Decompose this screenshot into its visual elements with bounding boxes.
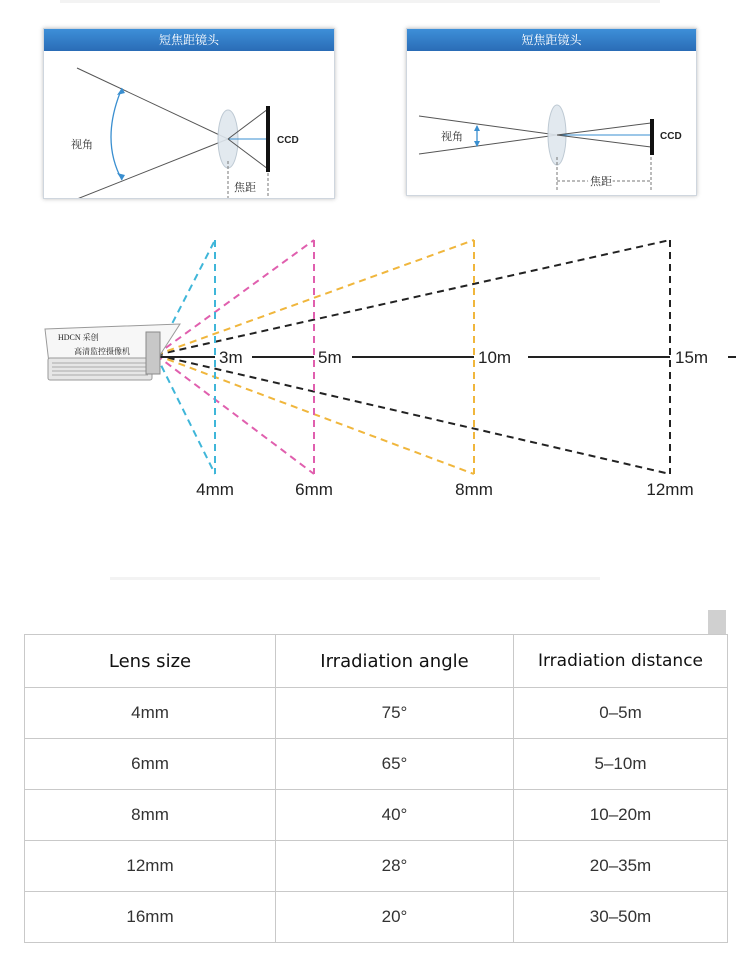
long-focal-label: 焦距 — [590, 175, 612, 188]
short-angle-label: 视角 — [71, 138, 93, 151]
angle-arc — [111, 88, 122, 180]
lens-label-4mm: 4mm — [196, 480, 234, 499]
cone-12mm-top — [156, 240, 670, 355]
cell-distance: 0–5m — [514, 688, 728, 739]
short-ccd-label: CCD — [277, 135, 299, 146]
cell-distance: 5–10m — [514, 739, 728, 790]
lens-label-12mm: 12mm — [646, 480, 694, 499]
cell-distance: 20–35m — [514, 841, 728, 892]
distance-label-15m: 15m — [675, 348, 709, 367]
lens-label-6mm: 6mm — [295, 480, 333, 499]
cell-lens-size: 16mm — [25, 892, 276, 943]
short-panel-title: 短焦距镜头 — [44, 29, 334, 51]
scrollbar-thumb[interactable] — [708, 610, 726, 634]
camera-illustration — [45, 324, 180, 380]
faint-top-line — [60, 0, 660, 3]
table-row — [25, 790, 728, 841]
ccd-sensor — [650, 119, 654, 155]
table-row — [25, 841, 728, 892]
lens-spec-table — [24, 634, 728, 943]
ccd-sensor — [266, 106, 270, 172]
view-line-bottom — [77, 139, 228, 198]
cell-angle: 20° — [276, 892, 514, 943]
arc-arrow-top — [474, 125, 480, 131]
table-row — [25, 688, 728, 739]
view-line-bottom — [419, 135, 557, 154]
short-focal-panel — [43, 28, 335, 199]
header-irradiation-angle: Irradiation angle — [276, 635, 514, 688]
header-lens-size: Lens size — [25, 635, 276, 688]
long-focal-diagram — [407, 51, 696, 195]
cell-angle: 75° — [276, 688, 514, 739]
long-ccd-label: CCD — [660, 131, 682, 142]
coverage-diagram — [0, 220, 746, 510]
view-line-top — [77, 68, 228, 139]
cone-6mm-bottom — [156, 355, 314, 474]
lens-label-8mm: 8mm — [455, 480, 493, 499]
faint-mid-line — [110, 577, 600, 580]
cell-lens-size: 12mm — [25, 841, 276, 892]
table-row — [25, 892, 728, 943]
camera-model-label: 高清监控摄像机 — [74, 347, 130, 356]
cone-12mm-bottom — [156, 355, 670, 474]
long-angle-label: 视角 — [441, 130, 463, 143]
long-focal-panel — [406, 28, 697, 196]
cell-angle: 65° — [276, 739, 514, 790]
header-irradiation-distance: Irradiation distance — [514, 635, 728, 688]
table-row — [25, 739, 728, 790]
distance-label-3m: 3m — [219, 348, 243, 367]
distance-label-10m: 10m — [478, 348, 512, 367]
ray-top — [557, 123, 651, 135]
ray-bottom — [557, 135, 651, 147]
camera-brand-label: HDCN 采创 — [58, 333, 99, 342]
long-panel-title: 短焦距镜头 — [407, 29, 696, 51]
cell-distance: 10–20m — [514, 790, 728, 841]
cell-distance: 30–50m — [514, 892, 728, 943]
short-focal-diagram — [44, 51, 334, 198]
cone-6mm-top — [156, 240, 314, 355]
cell-angle: 40° — [276, 790, 514, 841]
cell-angle: 28° — [276, 841, 514, 892]
table-header-row — [25, 635, 728, 688]
short-focal-label: 焦距 — [234, 181, 256, 194]
cell-lens-size: 6mm — [25, 739, 276, 790]
cell-lens-size: 4mm — [25, 688, 276, 739]
view-line-top — [419, 116, 557, 135]
distance-label-5m: 5m — [318, 348, 342, 367]
cell-lens-size: 8mm — [25, 790, 276, 841]
